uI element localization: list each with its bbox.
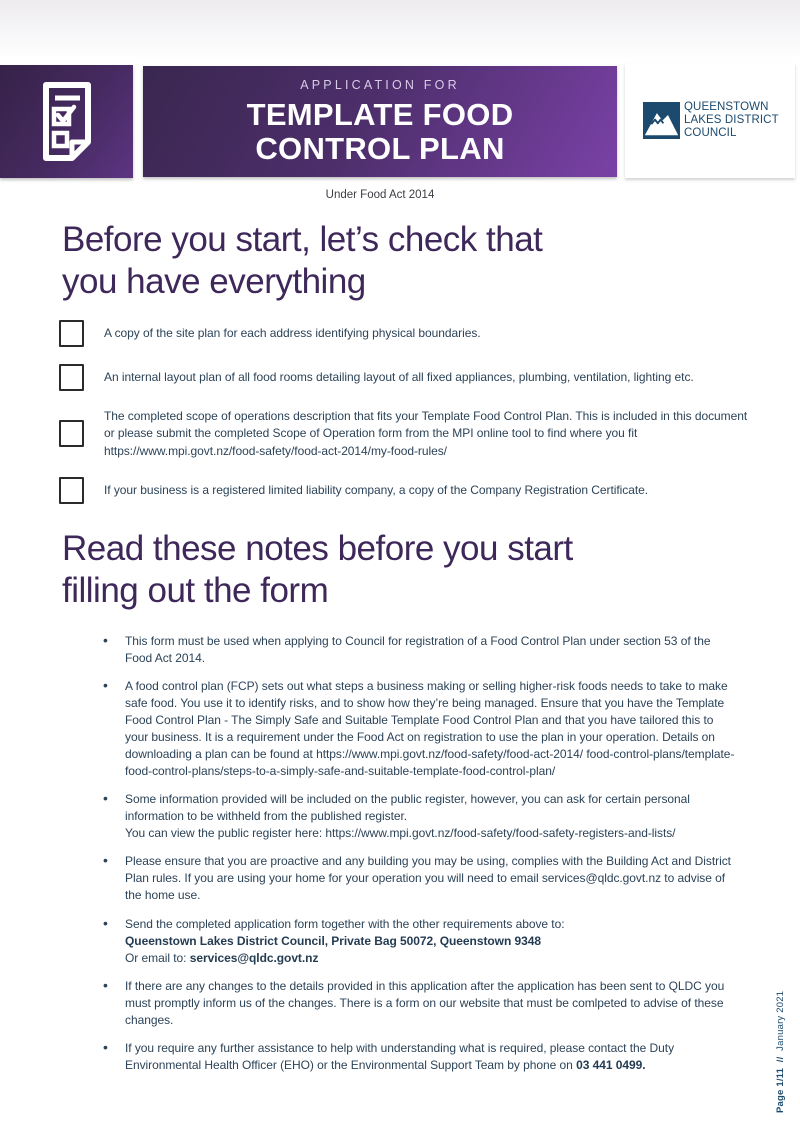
checklist-heading (62, 219, 542, 303)
checklist-item-text: The completed scope of operations description that fits your Template Food Control Plan. This is included in this document or please submit the completed Scope of Operation form from the MPI online tool to find where you fit https://www.mpi.govt.nz/food-safety/food-act-2014/my-food-rules/ (104, 409, 748, 458)
banner-kicker: APPLICATION FOR (300, 77, 460, 92)
header-icon-box (0, 65, 133, 178)
checklist-checkbox[interactable] (59, 477, 84, 504)
checklist-row (59, 364, 749, 391)
checklist-row (59, 477, 749, 504)
note-bullet-item: • If you require any further assistance to help with understanding what is required, please contact the Duty Environmental Health Officer (EHO) or the Environmental Support Team by phone on 03 441 0499. (103, 1040, 735, 1074)
page-footer (775, 991, 786, 1113)
note-bullet-item: • This form must be used when applying to Council for registration of a Food Control Plan under section 53 of the Food Act 2014. (103, 633, 735, 667)
qldc-logo (625, 63, 795, 178)
scan-shading (0, 0, 800, 60)
logo-line2: LAKES DISTRICT (684, 114, 779, 126)
mountain-icon (643, 102, 680, 139)
checklist-heading-line2: you have everything (62, 262, 366, 301)
note-bullet-item: • Some information provided will be included on the public register, however, you can ask for certain personal information to be withheld from the published register. You can view the public register here: https://www.mpi.govt.nz/food-safety/food-safety-registers-and-lists/ (103, 791, 735, 842)
notes-list (103, 633, 735, 1085)
note-bullet-item: • If there are any changes to the details provided in this application after the application has been sent to QLDC you must promptly inform us of the changes. There is a form on our website that must be comlpeted to advise of these changes. (103, 978, 735, 1029)
checklist-item-text: A copy of the site plan for each address identifying physical boundaries. (104, 325, 481, 340)
checklist-checkbox[interactable] (59, 320, 84, 347)
note-bullet-item: • Please ensure that you are proactive and any building you may be using, complies with the Building Act and District Plan rules. If you are using your home for your operation you will need to email services@qldc.govt.nz to advise of the home use. (103, 853, 735, 904)
notes-heading-line1: Read these notes before you start (62, 529, 573, 568)
act-subtitle: Under Food Act 2014 (325, 189, 435, 201)
notes-heading (62, 528, 573, 612)
checklist-row (59, 320, 749, 347)
document-checklist-icon (36, 80, 98, 164)
checklist-heading-line1: Before you start, let’s check that (62, 220, 543, 259)
note-bullet-item: • A food control plan (FCP) sets out what steps a business making or selling higher-risk foods needs to take to make safe food. You use it to identify risks, and to show how they’re being managed. Ensure that you have the Template Food Control Plan - The Simply Safe and Suitable Template Food Control Plan and that you have tailored this to your business. It is a requirement under the Food Act on registration to use the plan in your operation. Details on downloading a plan can be found at https://www.mpi.govt.nz/food-safety/food-act-2014/ food-control-plans/template-food-control-plans/steps-to-a-simply-safe-and-suitable-template-food-control-plan/ (103, 678, 735, 779)
logo-line3: COUNCIL (684, 127, 737, 139)
footer-date: January 2021 (775, 990, 786, 1051)
checklist-checkbox[interactable] (59, 420, 84, 447)
checklist-item-text: An internal layout plan of all food rooms detailing layout of all fixed appliances, plumbing, ventilation, lighting etc. (104, 369, 694, 384)
notes-heading-line2: filling out the form (62, 571, 329, 610)
page-number-label: Page 1/11 // (775, 1056, 786, 1113)
header-banner (143, 66, 617, 177)
checklist-item-text: If your business is a registered limited liability company, a copy of the Company Registration Certificate. (104, 482, 649, 497)
requirements-checklist (59, 320, 749, 521)
logo-text (684, 101, 779, 140)
checklist-checkbox[interactable] (59, 364, 84, 391)
logo-line1: QUEENSTOWN (684, 101, 769, 113)
checklist-row (59, 408, 749, 460)
banner-title-line1: TEMPLATE FOOD (246, 96, 514, 132)
note-bullet-item: • Send the completed application form together with the other requirements above to: Queenstown Lakes District Council, Private Bag 50072, Queenstown 9348 Or email to: services@qldc.govt.nz (103, 916, 735, 967)
banner-title-line2: CONTROL PLAN (255, 130, 505, 166)
